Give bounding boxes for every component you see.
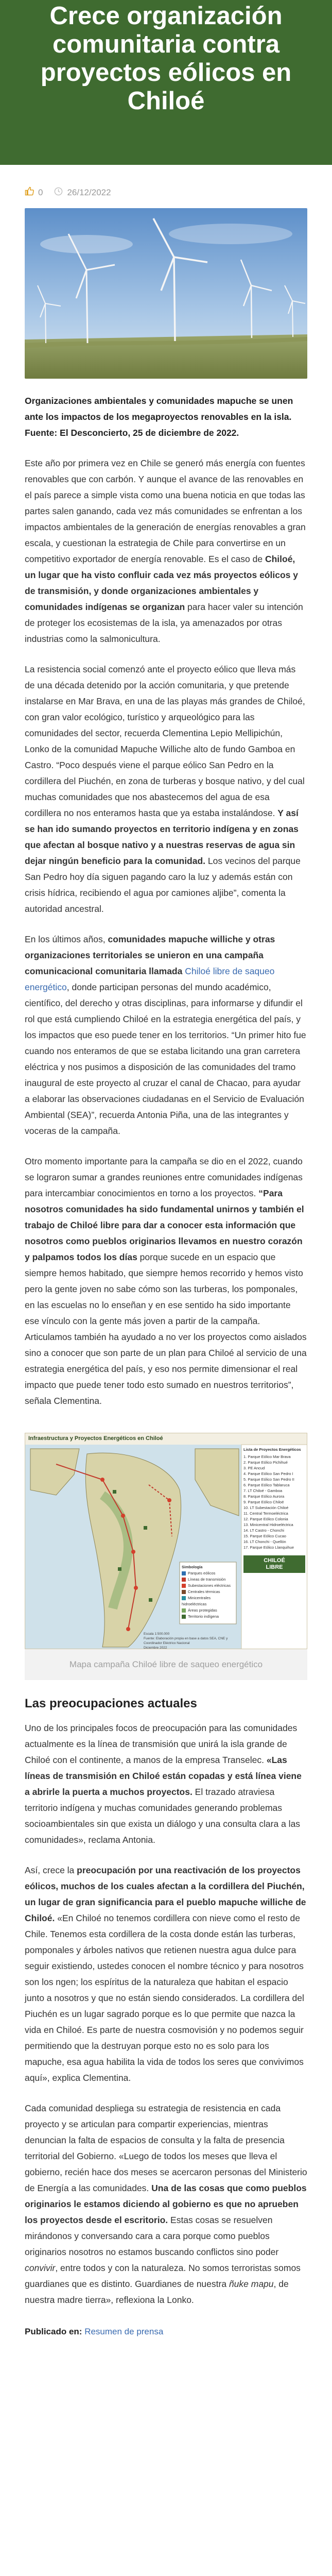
legend-swatch xyxy=(182,1571,186,1575)
map-scale: Escala 1:500.000 xyxy=(144,1632,170,1636)
simbologia-item: Líneas de transmisión xyxy=(182,1577,235,1583)
map-simbologia xyxy=(182,1564,235,1620)
legend-swatch xyxy=(182,1596,186,1600)
legend-item: 3. PE Ancud xyxy=(243,1466,265,1470)
legend-item: 6. Parque Eólico Tablaruca xyxy=(243,1483,290,1487)
paragraph-5: Uno de los principales focos de preocupación para las comunidades actualmente es la línea de transmisión que unirá la isla grande de Chiloé con el continente, a manos de la empresa Transelec. «Las líneas de transmisión en Chiloé están copadas y está línea viene a abrirle la puerta a muchos proyectos. El trazado atraviesa territorio indígena y muchas comunidades generando problemas socioambientales sin que exista un diálogo y una consulta clara a las comunidades», reclama Antonia. xyxy=(25,1723,302,1845)
legend-item: 17. Parque Eólico Llanquihue xyxy=(243,1545,294,1550)
simbologia-item: Centrales térmicas xyxy=(182,1589,235,1595)
map-date: Diciembre 2022 xyxy=(144,1646,167,1649)
campaign-map xyxy=(25,1433,307,1649)
paragraph-2: La resistencia social comenzó ante el proyecto eólico que lleva más de una década detenido por la acción comunitaria, y que pretende instalarse en Mar Brava, en una de las playas más grandes de Chiloé, con gran valor ecológico, turístico y arqueológico para las comunidades del sector, recuerda Clementina Lepio Mellipichún, Lonko de la comunidad Mapuche Williche alto de fundo Gamboa en Castro. “Poco después viene el parque eólico San Pedro en la cordillera del Piuchén, en zona de turberas y bosque nativo, y del cual muchas comunidades que nos abastecemos del agua de esa cordillera no nos enteramos hasta que ya estaba instalándose. Y así se han ido sumando proyectos en territorio indígena y en zonas que afectan al bosque nativo y a nuestras reservas de agua sin dejar ningún beneficio para la comunidad. Los vecinos del parque San Pedro hoy día siguen pagando caro la luz y además están con crisis hídrica, recibiendo el agua por camiones aljibe”, comenta la autoridad ancestral. xyxy=(25,664,305,914)
paragraph-1: Este año por primera vez en Chile se generó más energía con fuentes renovables que con carbón. Y aunque el avance de las renovables en el país parece a simple vista como una buena noticia en que todas las partes salen ganando, cada vez más comunidades se enfrentan a los impactos ambientales de la generación de energías renovables a gran escala, y cuestionan la estrategia de Chile para convertirse en un competitivo exportador de energía renovable. Es el caso de Chiloé, un lugar que ha visto confluir cada vez más proyectos eólicos y de transmisión, y donde organizaciones ambientales y comunidades indígenas se organizan para hacer valer su intención de proteger los ecosistemas de la isla, ya amenazados por otras industrias como la salmonicultura. xyxy=(25,458,306,644)
legend-item: 5. Parque Eólico San Pedro II xyxy=(243,1477,294,1482)
simbologia-title: Simbología xyxy=(182,1565,203,1569)
legend-item: 11. Central Termoeléctrica xyxy=(243,1511,288,1516)
post-date xyxy=(54,187,111,198)
category-link[interactable]: Resumen de prensa xyxy=(84,2327,164,2336)
map-footer xyxy=(144,1632,239,1649)
legend-item: 9. Parque Eólico Chiloé xyxy=(243,1500,284,1504)
map-legend xyxy=(243,1447,305,1573)
date-text: 26/12/2022 xyxy=(67,188,111,197)
simbologia-item: Subestaciones eléctricas xyxy=(182,1583,235,1589)
legend-item: 7. LT Chiloé - Gamboa xyxy=(243,1488,283,1493)
map-source: Fuente: Elaboración propia en base a datos SEA, CNE y Coordinador Eléctrico Nacional xyxy=(144,1637,228,1645)
legend-title: Lista de Proyectos Energéticos xyxy=(243,1447,301,1452)
legend-item: 10. LT Subestación Chiloé xyxy=(243,1505,289,1510)
posted-in xyxy=(25,2327,307,2337)
wind-farm-photo xyxy=(25,208,307,379)
legend-item: 12. Parque Eólico Colonia xyxy=(243,1517,288,1521)
legend-item: 16. LT Chonchi - Quellón xyxy=(243,1539,286,1544)
paragraph-4: Otro momento importante para la campaña se dio en el 2022, cuando se lograron sumar a grandes reuniones entre comunidades indígenas para intercambiar conocimientos en torno a los proyectos. “Para nosotros comunidades ha sido fundamental unirnos y también el trabajo de Chiloé libre para dar a conocer esta información que nosotros como pueblos originarios llevamos en nuestro corazón y palpamos todos los días porque sucede en un espacio que siempre hemos habitado, que siempre hemos recorrido y hemos visto pero la gente joven no sabe cómo son las turberas, los pomponales, en las escuelas no lo enseñan y en ese sentido ha sido importante ese vínculo con la gente más joven a partir de la campaña. Articulamos también ha ayudado a no ver los proyectos como aislados sino a conocer que son parte de un plan para Chiloé al servicio de una estrategia energética del país, y eso nos permite dimensionar el real impacto que puede tener todo esto sumado en nuestros territorios”, señala Clementina. xyxy=(25,1156,307,1406)
post-meta xyxy=(0,165,332,203)
map-title: Infraestructura y Proyectos Energéticos en Chiloé xyxy=(28,1435,163,1442)
legend-item: 13. Minicentral Hidroeléctrica xyxy=(243,1522,293,1527)
clock-icon xyxy=(54,187,63,198)
legend-item: 15. Parque Eólico Cucao xyxy=(243,1534,286,1538)
legend-swatch xyxy=(182,1584,186,1588)
like-counter[interactable] xyxy=(25,187,43,199)
paragraph-3: En los últimos años, comunidades mapuche williche y otras organizaciones territoriales se unieron en una campaña comunicacional comunitaria llamada Chiloé libre de saqueo energético, donde participan personas del mundo académico, científico, del derecho y otras disciplinas, para informarse y difundir el rol que está cumpliendo Chiloé en la estrategia energética del país, y los impactos que eso puede tener en los territorios. “Un primer hito fue cuando nos enteramos de que se estaba licitando una gran carretera eléctrica y nos pusimos a disposición de las comunidades del tramo inaugural de este proyecto al cruzar el canal de Chacao, para ayudar a elaborar las observaciones ciudadanas en el Servicio de Evaluación Ambiental (SEA)”, recuerda Antonia Piña, una de las integrantes y voceras de la campaña. xyxy=(25,934,306,1136)
legend-swatch xyxy=(182,1608,186,1613)
legend-item: 2. Parque Eólico Pichihué xyxy=(243,1460,288,1465)
legend-item: 8. Parque Eólico Aurora xyxy=(243,1494,285,1499)
legend-swatch xyxy=(182,1615,186,1619)
legend-item: 14. LT Castro - Chonchi xyxy=(243,1528,284,1533)
simbologia-item: Áreas protegidas xyxy=(182,1607,235,1614)
simbologia-item: Minicentrales hidroeléctricas xyxy=(182,1596,211,1606)
simbologia-item: Territorio indígena xyxy=(182,1614,235,1620)
simbologia-item: Parques eólicos xyxy=(182,1570,235,1577)
legend-swatch xyxy=(182,1590,186,1594)
section-heading: Las preocupaciones actuales xyxy=(25,1697,197,1710)
campaign-link[interactable]: Chiloé libre de saqueo energético xyxy=(25,966,275,992)
thumbs-up-icon[interactable] xyxy=(25,187,34,199)
legend-item: 4. Parque Eólico San Pedro I xyxy=(243,1471,293,1476)
posted-label: Publicado en: xyxy=(25,2327,82,2336)
map-caption: Mapa campaña Chiloé libre de saqueo energético xyxy=(25,1649,307,1680)
paragraph-6: Así, crece la preocupación por una reactivación de los proyectos eólicos, muchos de los cuales afectan a la cordillera del Piuchén, un lugar de gran significancia para el pueblo mapuche williche de Chiloé. «En Chiloé no tenemos cordillera con nieve como el resto de Chile. Tenemos esta cordillera de la costa donde están las turberas, pomponales y árboles nativos que retienen nuestra agua dulce para seguir existiendo, ustedes conocen el nombre técnico y para nosotros son los ngen; los espíritus de la naturaleza que habitan el espacio junto a nosotros y que no están siendo considerados. La cordillera del Piuchén es un lugar sagrado porque es lo que permite que nazca la vida en Chiloé. Es parte de nuestra cosmovisión y no podemos seguir permitiendo que la destruyan porque esto no es solo para los mapuche, esa agua habilita la vida de todos los seres que convivimos aquí», explica Clementina. xyxy=(25,1865,306,2083)
page-title: Crece organización comunitaria contra proyectos eólicos en Chiloé xyxy=(40,2,292,115)
article-lead: Organizaciones ambientales y comunidades mapuche se unen ante los impactos de los megaproyectos renovables en la isla. Fuente: El Desconcierto, 25 de diciembre de 2022. xyxy=(25,396,293,438)
legend-swatch xyxy=(182,1578,186,1582)
like-count: 0 xyxy=(38,188,43,197)
hero-banner xyxy=(0,0,332,165)
map-badge: CHILOÉ LIBRE xyxy=(243,1555,305,1573)
legend-item: 1. Parque Eólico Mar Brava xyxy=(243,1454,291,1459)
paragraph-7: Cada comunidad despliega su estrategia de resistencia en cada proyecto y se articulan para compartir experiencias, mientras denuncian la falta de espacios de consulta y la falta de presencia territorial del Gobierno. «Luego de todos los meses que lleva el gobierno, recién hace dos meses se acercaron personas del Ministerio de Energía a las comunidades. Una de las cosas que como pueblos originarios le estamos diciendo al gobierno es que no aprueben los proyectos desde el escritorio. Estas cosas se resuelven mirándonos y conversando cara a cara porque como pueblos originarios nosotros no estamos buscando conflictos sino poder convivir, entre todos y con la naturaleza. No somos terroristas somos guardianes que es distinto. Guardianes de nuestra ñuke mapu, de nuestra madre tierra», reflexiona la Lonko. xyxy=(25,2103,307,2305)
